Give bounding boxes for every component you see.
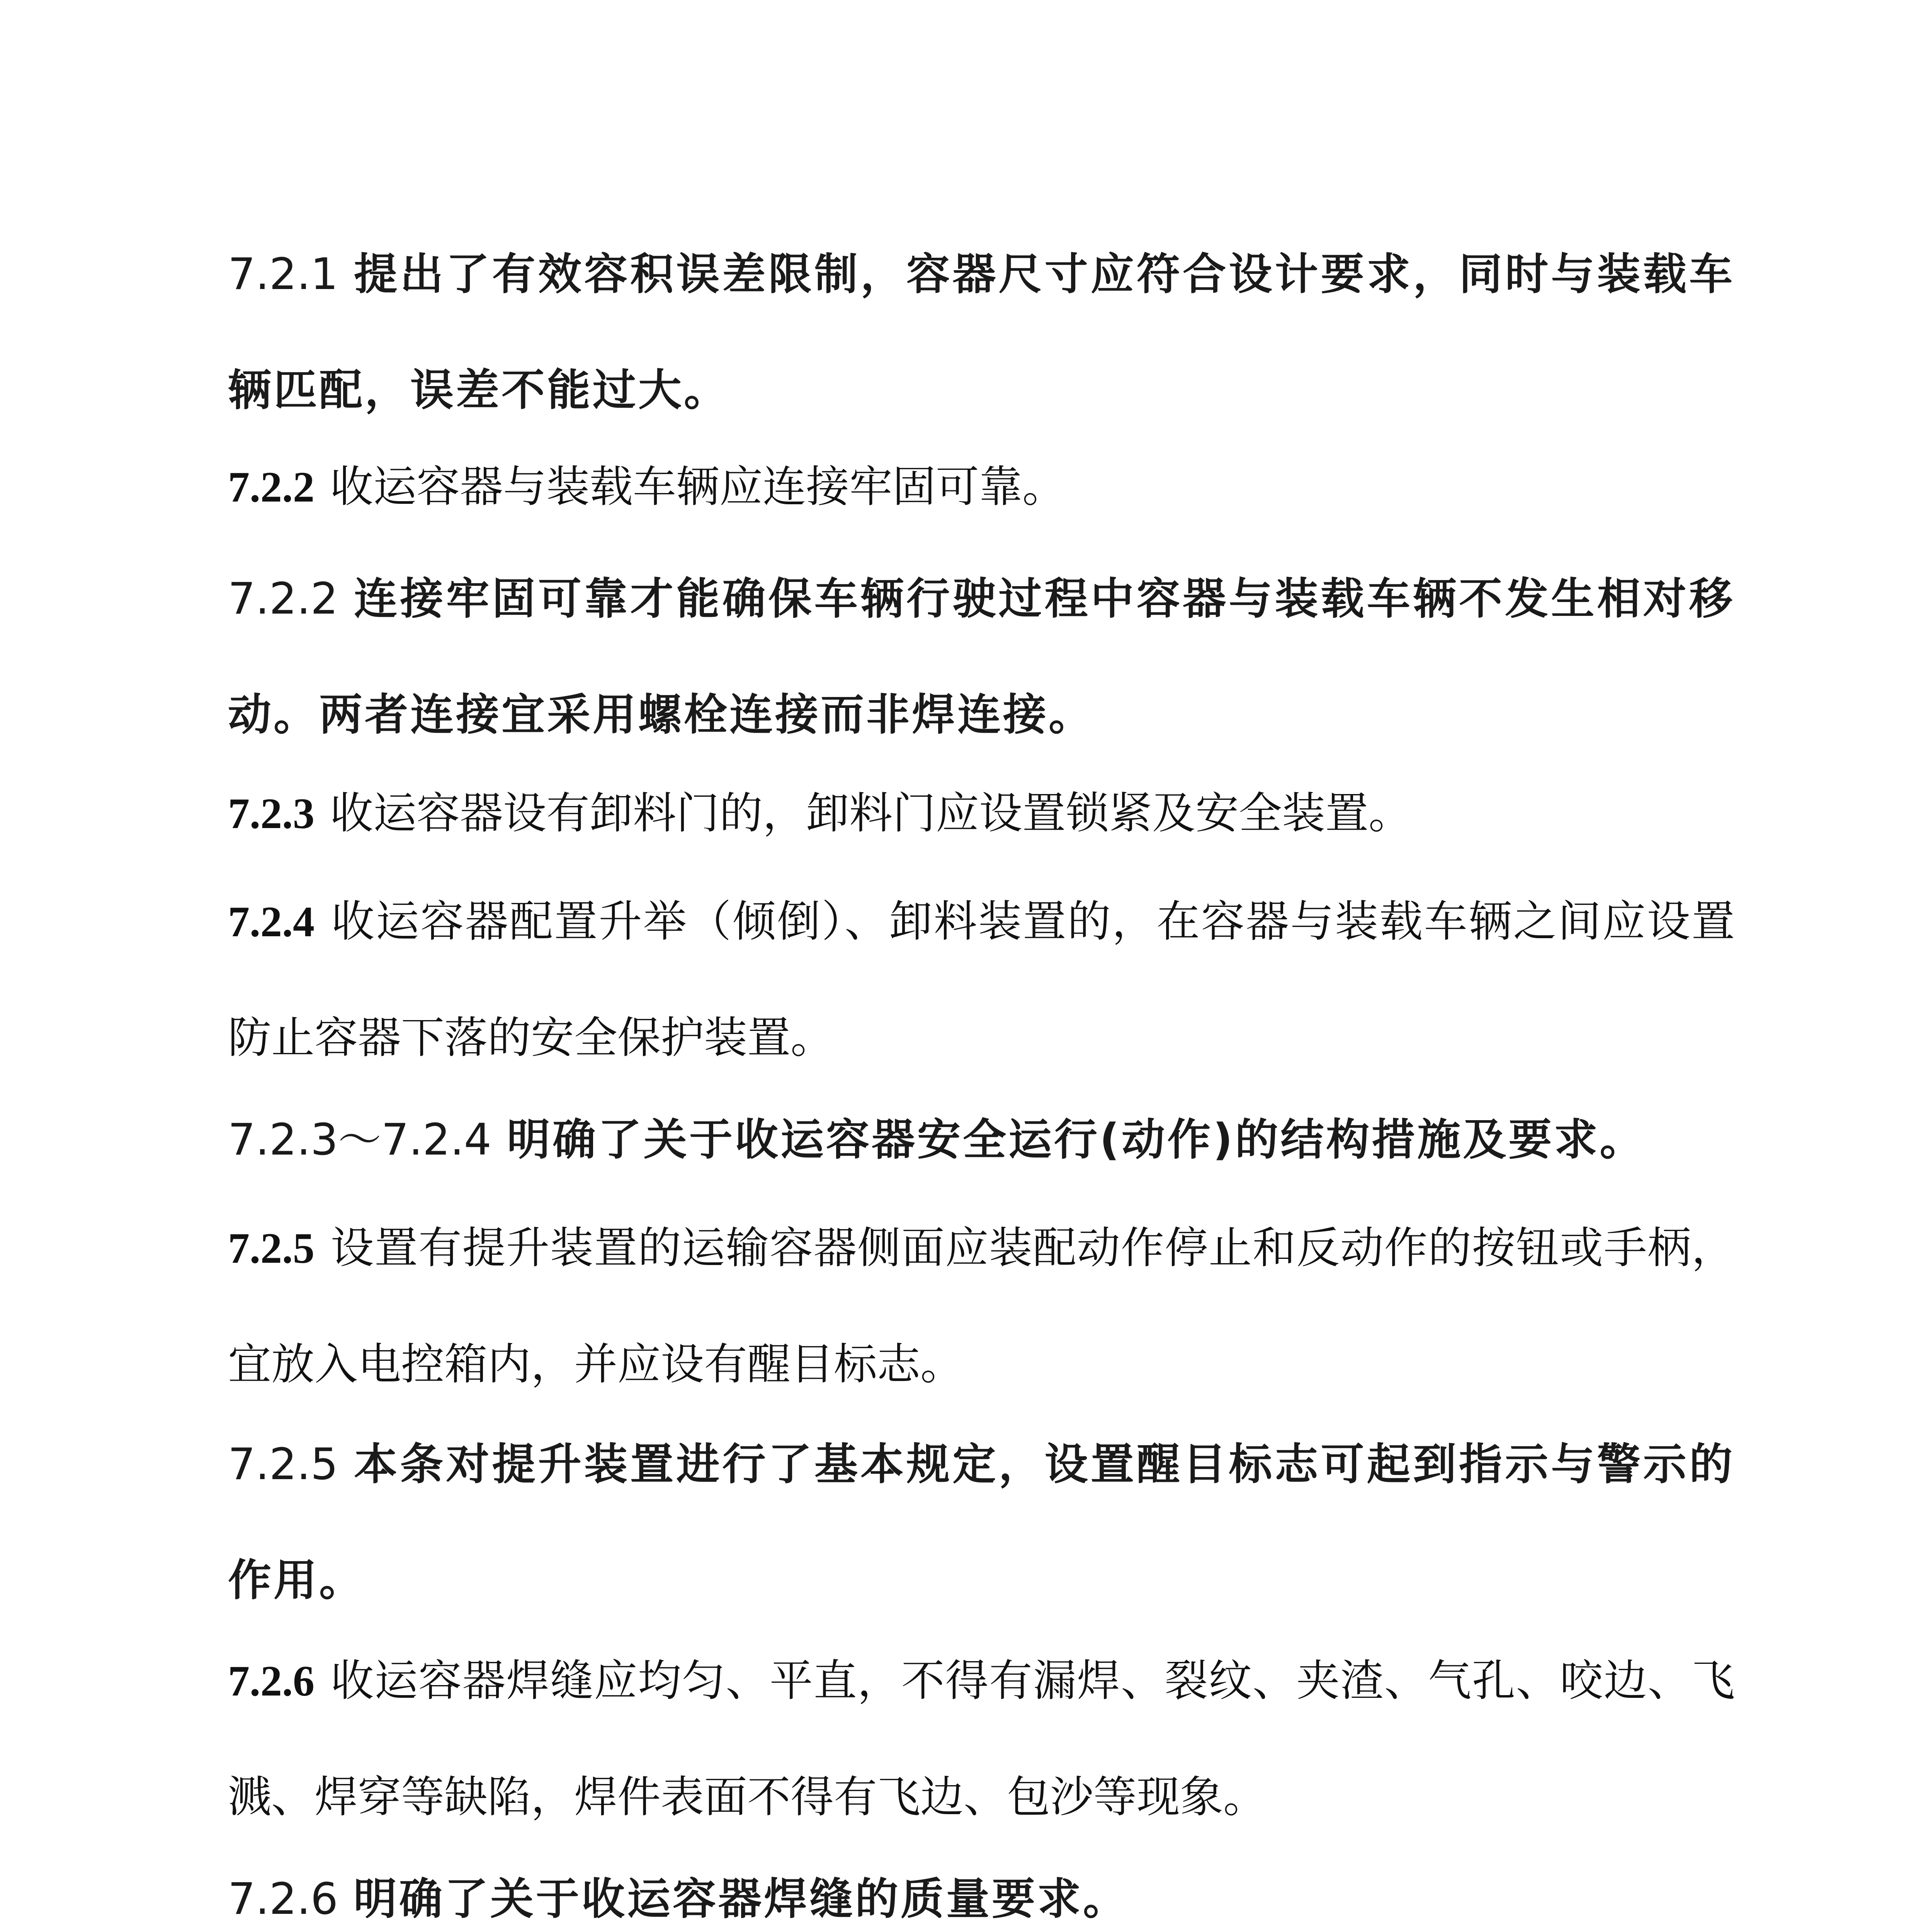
- paragraph-text: 收运容器焊缝应均匀、平直，不得有漏焊、裂纹、夹渣、气孔、咬边、飞溅、焊穿等缺陷，焊件表面不得有飞边、包沙等现象。: [228, 1656, 1735, 1822]
- clause-7-2-2: [228, 429, 1735, 545]
- commentary-7-2-3-to-7-2-4: [228, 1082, 1735, 1198]
- commentary-7-2-1: [228, 216, 1735, 448]
- commentary-7-2-5: [228, 1406, 1735, 1638]
- clause-number: 7.2.5: [228, 1225, 315, 1272]
- clause-number: 7.2.4: [228, 898, 315, 946]
- paragraph-text: 收运容器配置升举（倾倒）、卸料装置的，在容器与装载车辆之间应设置防止容器下落的安全保护装置。: [228, 896, 1735, 1063]
- commentary-7-2-2: [228, 541, 1735, 773]
- clause-7-2-4: [228, 864, 1735, 1096]
- clause-7-2-6: [228, 1623, 1735, 1855]
- clause-7-2-5: [228, 1190, 1735, 1422]
- clause-number: 7.2.3: [228, 790, 315, 838]
- paragraph-text: 明确了关于收运容器焊缝的质量要求。: [353, 1874, 1129, 1924]
- commentary-7-2-6: [228, 1841, 1735, 1932]
- paragraph-text: 收运容器与装载车辆应连接牢固可靠。: [330, 462, 1066, 512]
- clause-number: 7.2.2: [228, 574, 338, 624]
- paragraph-text: 连接牢固可靠才能确保车辆行驶过程中容器与装载车辆不发生相对移动。两者连接宜采用螺栓连接而非焊连接。: [228, 574, 1735, 740]
- paragraph-text: 本条对提升装置进行了基本规定，设置醒目标志可起到指示与警示的作用。: [228, 1439, 1735, 1605]
- clause-number: 7.2.3～7.2.4: [228, 1115, 491, 1165]
- paragraph-text: 设置有提升装置的运输容器侧面应装配动作停止和反动作的按钮或手柄，宜放入电控箱内，并应设有醒目标志。: [228, 1223, 1735, 1389]
- clause-number: 7.2.6: [228, 1657, 315, 1705]
- clause-number: 7.2.6: [228, 1874, 338, 1924]
- clause-number: 7.2.5: [228, 1439, 338, 1490]
- paragraph-text: 收运容器设有卸料门的，卸料门应设置锁紧及安全装置。: [330, 788, 1412, 838]
- clause-7-2-3: [228, 755, 1735, 872]
- clause-number: 7.2.1: [228, 249, 338, 299]
- paragraph-text: 明确了关于收运容器安全运行(动作)的结构措施及要求。: [507, 1115, 1646, 1165]
- paragraph-text: 提出了有效容积误差限制，容器尺寸应符合设计要求，同时与装载车辆匹配，误差不能过大。: [228, 249, 1735, 415]
- clause-number: 7.2.2: [228, 463, 315, 511]
